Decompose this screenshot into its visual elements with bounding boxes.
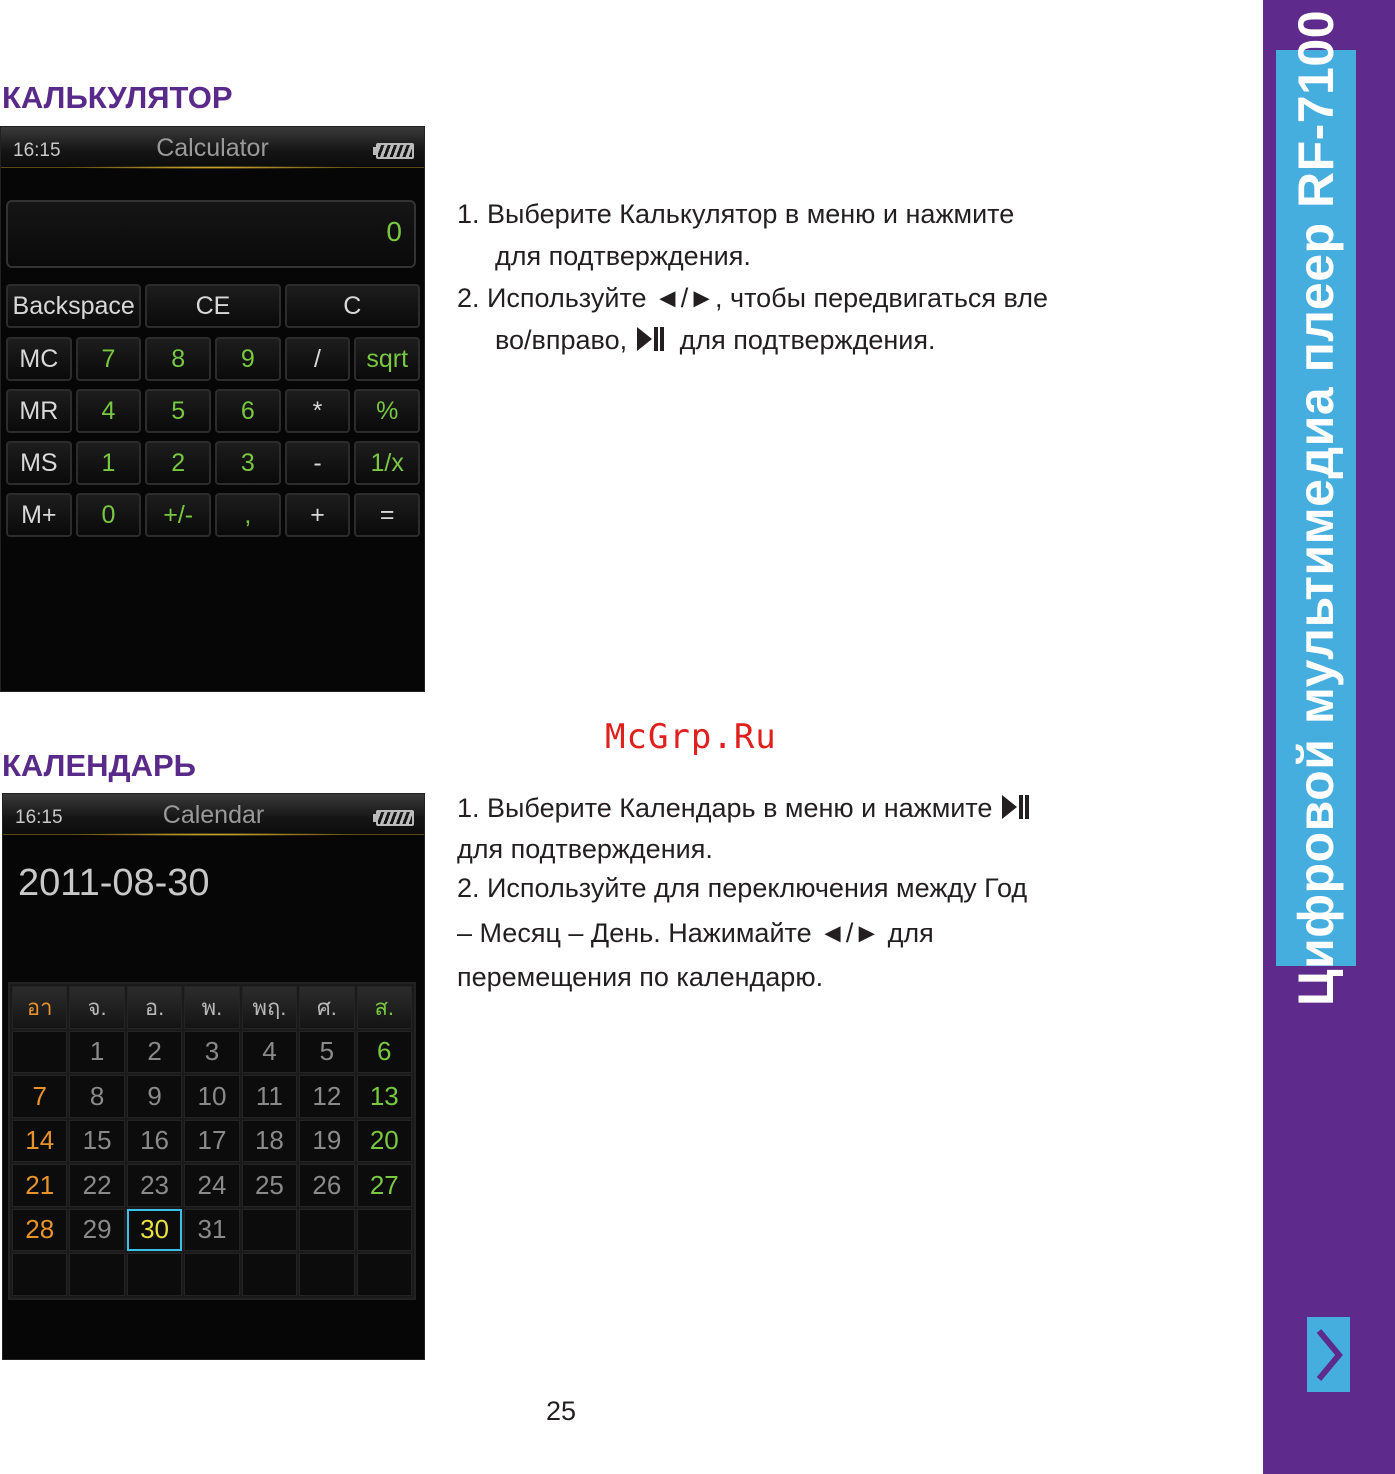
calendar-heading: КАЛЕНДАРЬ [2, 748, 196, 783]
calendar-day[interactable]: 19 [299, 1120, 354, 1163]
calendar-day [184, 1253, 239, 1296]
calculator-step-1: 1. Выберите Калькулятор в меню и нажмите для подтверждения. [457, 199, 1015, 271]
calendar-day[interactable]: 28 [12, 1209, 67, 1252]
calculator-key[interactable]: MS [6, 441, 72, 485]
calculator-key[interactable]: , [215, 493, 281, 537]
calculator-key[interactable]: 3 [215, 441, 281, 485]
calendar-day[interactable]: 31 [184, 1209, 239, 1252]
calculator-key[interactable]: 0 [76, 493, 142, 537]
calculator-screenshot [0, 126, 425, 692]
calendar-day[interactable]: 16 [127, 1120, 182, 1163]
calculator-heading: КАЛЬКУЛЯТОР [2, 80, 233, 115]
screen-title: Calendar [162, 801, 265, 829]
left-right-arrows-icon: ◄/► [654, 283, 715, 313]
calendar-day[interactable]: 17 [184, 1120, 239, 1163]
calendar-day[interactable]: 20 [357, 1120, 412, 1163]
weekday-header: พฤ. [242, 986, 297, 1029]
calendar-day[interactable]: 1 [69, 1031, 124, 1074]
status-bar [1, 127, 424, 168]
calendar-step-1: 1. Выберите Календарь в меню и нажмите для подтверждения. [457, 788, 1217, 870]
calculator-key-row [6, 337, 420, 381]
calendar-day[interactable]: 11 [242, 1075, 297, 1118]
calendar-day[interactable]: 23 [127, 1164, 182, 1207]
calendar-day[interactable]: 18 [242, 1120, 297, 1163]
calendar-day [12, 1031, 67, 1074]
calculator-key[interactable]: * [285, 389, 351, 433]
calculator-key[interactable]: sqrt [354, 337, 420, 381]
clear-entry-key[interactable]: CE [145, 284, 280, 328]
calendar-day [299, 1253, 354, 1296]
chevron-right-icon [1314, 1327, 1344, 1383]
calculator-key[interactable]: / [285, 337, 351, 381]
calendar-day[interactable]: 6 [357, 1031, 412, 1074]
status-time: 16:15 [13, 140, 61, 161]
calculator-key-row [6, 493, 420, 537]
calculator-key[interactable]: + [285, 493, 351, 537]
calculator-key[interactable]: 2 [145, 441, 211, 485]
calendar-day[interactable]: 13 [357, 1075, 412, 1118]
calculator-step-2: 2. Используйте ◄/►, чтобы передвигаться вле во/вправо, для подтверждения. [457, 283, 1049, 355]
calculator-key[interactable]: 9 [215, 337, 281, 381]
play-pause-icon [635, 326, 665, 352]
calendar-day[interactable]: 24 [184, 1164, 239, 1207]
weekday-header: พ. [184, 986, 239, 1029]
clear-key[interactable]: C [285, 284, 420, 328]
calendar-screenshot [2, 793, 425, 1360]
calculator-key[interactable]: M+ [6, 493, 72, 537]
calendar-day[interactable]: 12 [299, 1075, 354, 1118]
calculator-key[interactable]: 5 [145, 389, 211, 433]
calendar-day[interactable]: 10 [184, 1075, 239, 1118]
status-bar [3, 794, 424, 835]
calendar-day[interactable]: 27 [357, 1164, 412, 1207]
calendar-day [357, 1209, 412, 1252]
calendar-day[interactable]: 29 [69, 1209, 124, 1252]
sidebar-title: Цифровой мультимедиа плеер RF-7100 [1276, 50, 1356, 966]
calendar-step-2: 2. Используйте для переключения между Год – Месяц – День. Нажимайте ◄/► для перемещения по календарю. [457, 873, 1028, 992]
calculator-key[interactable]: +/- [145, 493, 211, 537]
backspace-key[interactable]: Backspace [6, 284, 141, 328]
calendar-day[interactable]: 15 [69, 1120, 124, 1163]
calculator-key[interactable]: 4 [76, 389, 142, 433]
calendar-day[interactable]: 25 [242, 1164, 297, 1207]
calendar-day [299, 1209, 354, 1252]
calendar-grid [8, 982, 416, 1300]
display-value: 0 [386, 216, 402, 247]
battery-icon [376, 810, 414, 826]
battery-icon [376, 143, 414, 159]
calendar-day[interactable]: 14 [12, 1120, 67, 1163]
weekday-header: อ. [127, 986, 182, 1029]
weekday-header: ส. [357, 986, 412, 1029]
calculator-key[interactable]: 1/x [354, 441, 420, 485]
calendar-day[interactable]: 9 [127, 1075, 182, 1118]
calculator-key[interactable]: % [354, 389, 420, 433]
calendar-day-selected[interactable]: 30 [127, 1209, 182, 1252]
calendar-day [242, 1253, 297, 1296]
status-time: 16:15 [15, 807, 63, 828]
calendar-day [127, 1253, 182, 1296]
play-pause-icon [1000, 794, 1030, 820]
calendar-day[interactable]: 3 [184, 1031, 239, 1074]
calendar-day[interactable]: 22 [69, 1164, 124, 1207]
weekday-header: จ. [69, 986, 124, 1029]
calculator-top-row [6, 284, 420, 328]
calendar-day [12, 1253, 67, 1296]
calculator-key[interactable]: 7 [76, 337, 142, 381]
calculator-key-row [6, 389, 420, 433]
calendar-day[interactable]: 21 [12, 1164, 67, 1207]
calculator-key[interactable]: 6 [215, 389, 281, 433]
page-number: 25 [546, 1396, 577, 1426]
calendar-day [357, 1253, 412, 1296]
calendar-date: 2011-08-30 [18, 862, 210, 904]
calculator-instructions [457, 193, 1217, 361]
next-page-button[interactable] [1307, 1317, 1350, 1392]
calendar-day[interactable]: 4 [242, 1031, 297, 1074]
calendar-day[interactable]: 5 [299, 1031, 354, 1074]
calculator-key[interactable]: MC [6, 337, 72, 381]
calculator-key[interactable]: MR [6, 389, 72, 433]
watermark: McGrp.Ru [605, 717, 777, 757]
calculator-display [6, 200, 416, 268]
calendar-day[interactable]: 7 [12, 1075, 67, 1118]
calculator-key-row [6, 441, 420, 485]
weekday-header: อา [12, 986, 67, 1029]
calendar-day[interactable]: 8 [69, 1075, 124, 1118]
left-right-arrows-icon: ◄/► [819, 918, 881, 948]
screen-title: Calculator [156, 134, 269, 162]
calculator-key[interactable]: = [354, 493, 420, 537]
calculator-key[interactable]: - [285, 441, 351, 485]
calendar-day[interactable]: 2 [127, 1031, 182, 1074]
calculator-key[interactable]: 8 [145, 337, 211, 381]
calendar-instructions [457, 788, 1217, 998]
weekday-header: ศ. [299, 986, 354, 1029]
calendar-day[interactable]: 26 [299, 1164, 354, 1207]
calendar-day [69, 1253, 124, 1296]
calendar-day [242, 1209, 297, 1252]
calculator-key[interactable]: 1 [76, 441, 142, 485]
